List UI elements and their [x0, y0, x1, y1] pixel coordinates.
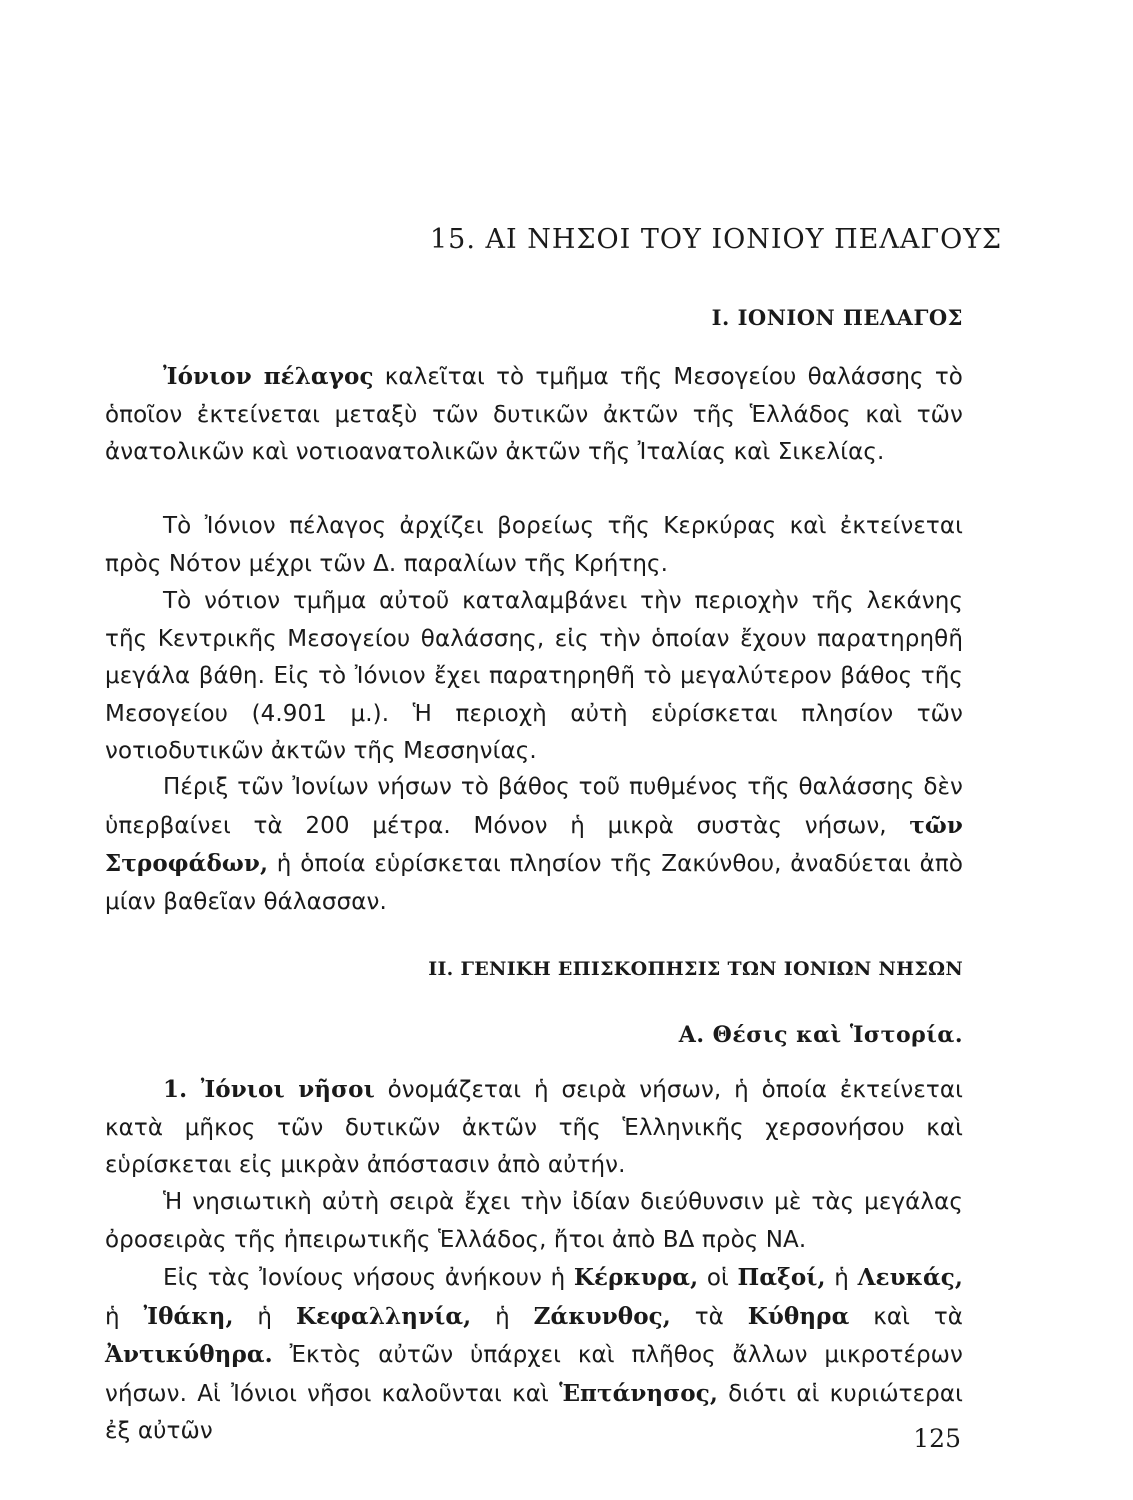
island-name: Παξοί, — [737, 1264, 826, 1291]
paragraph-text: Εἰς τὰς Ἰονίους νήσους ἀνήκουν ἡ — [163, 1265, 574, 1291]
bold-term: 1. Ἰόνιοι νῆσοι — [163, 1076, 375, 1103]
island-name: Ζάκυνθος, — [533, 1302, 671, 1330]
paragraph-ionian-islands — [105, 1071, 963, 1185]
subsection-heading-position-history: Α. Θέσις καὶ Ἱστορία. — [678, 1022, 963, 1048]
bold-term: Ἰόνιον πέλαγος — [163, 363, 374, 390]
section-heading-overview: ΙΙ. ΓΕΝΙΚΗ ΕΠΙΣΚΟΠΗΣΙΣ ΤΩΝ ΙΟΝΙΩΝ ΝΗΣΩΝ — [428, 958, 963, 980]
island-name: Κεφαλληνία, — [295, 1302, 472, 1330]
paragraph-text: καλεῖται τὸ τμῆμα τῆς Μεσογείου θαλάσσης τὸ ὁποῖον ἐκτείνεται μεταξὺ τῶν δυτικῶν ἀκτῶν τῆς Ἑλλάδος καὶ τῶν ἀνατολικῶν καὶ νοτιοανατολικῶν ἀκτῶν τῆς Ἰταλίας καὶ Σικελίας. — [105, 364, 963, 465]
paragraph-text: ὀνομάζεται ἡ σειρὰ νήσων, ἡ ὁποία ἐκτείνεται κατὰ μῆκος τῶν δυτικῶν ἀκτῶν τῆς Ἑλληνικῆς χερσονήσου καὶ εὑρίσκεται εἰς μικρὰν ἀπόστασιν ἀπὸ αὐτήν. — [105, 1077, 963, 1178]
paragraph-text: ἡ — [825, 1265, 858, 1291]
bold-term: τῶν Στροφάδων, — [105, 811, 963, 877]
island-name: Κέρκυρα, — [573, 1264, 699, 1291]
island-name: Κύθηρα — [747, 1302, 850, 1330]
paragraph-text: ἡ ὁποία εὑρίσκεται πλησίον τῆς Ζακύνθου, ἀναδύεται ἀπὸ μίαν βαθεῖαν θάλασσαν. — [105, 851, 963, 915]
paragraph-text: Πέριξ τῶν Ἰονίων νήσων τὸ βάθος τοῦ πυθμένος τῆς θαλάσσης δὲν ὑπερβαίνει τὰ 200 μέτρα. Μόνον ἡ μικρὰ συστὰς νήσων, — [105, 774, 963, 839]
bold-term: Ἑπτάνησος, — [559, 1379, 718, 1407]
paragraph-text: οἱ — [698, 1265, 738, 1291]
paragraph-text: ἡ — [471, 1303, 534, 1330]
paragraph-text: ἡ — [233, 1303, 296, 1330]
paragraph-text: διότι αἱ κυριώτεραι ἐξ αὐτῶν — [105, 1380, 964, 1444]
section-heading-ionian-sea: Ι. ΙΟΝΙΟΝ ΠΕΛΑΓΟΣ — [711, 305, 963, 330]
paragraph-extent: Τὸ Ἰόνιον πέλαγος ἀρχίζει βορείως τῆς Κερκύρας καὶ ἐκτείνεται πρὸς Νότον μέχρι τῶν Δ. παραλίων τῆς Κρήτης. — [105, 513, 963, 577]
paragraph-text: ἡ — [105, 1303, 144, 1330]
paragraph-definition — [105, 358, 963, 472]
paragraph-island-list — [105, 1259, 963, 1451]
paragraph-text: καὶ τὰ — [849, 1303, 964, 1330]
paragraph-direction: Ἡ νησιωτικὴ αὐτὴ σειρὰ ἔχει τὴν ἰδίαν διεύθυνσιν μὲ τὰς μεγάλας ὀροσειρὰς τῆς ἠπειρωτικῆς Ἑλλάδος, ἤτοι ἀπὸ ΒΔ πρὸς ΝΑ. — [105, 1189, 963, 1253]
paragraph-seabed — [105, 769, 963, 921]
paragraph-depth: Τὸ νότιον τμῆμα αὐτοῦ καταλαμβάνει τὴν περιοχὴν τῆς λεκάνης τῆς Κεντρικῆς Μεσογείου θαλάσσης, εἰς τὴν ὁποίαν ἔχουν παρατηρηθῆ μεγάλα βάθη. Εἰς τὸ Ἰόνιον ἔχει παρατηρηθῆ τὸ μεγαλύτερον βάθος τῆς Μεσογείου (4.901 μ.). Ἡ περιοχὴ αὐτὴ εὑρίσκεται πλησίον τῶν νοτιοδυτικῶν ἀκτῶν τῆς Μεσσηνίας. — [105, 588, 963, 764]
paragraph-text: Ἐκτὸς αὐτῶν ὑπάρχει καὶ πλῆθος ἄλλων μικροτέρων νήσων. Αἱ Ἰόνιοι νῆσοι καλοῦνται καὶ — [105, 1342, 963, 1407]
island-name: Ἰθάκη, — [143, 1302, 234, 1330]
island-name: Ἀντικύθηρα. — [105, 1341, 273, 1368]
page-number: 125 — [913, 1424, 961, 1453]
island-name: Λευκάς, — [857, 1264, 964, 1291]
chapter-title: 15. ΑΙ ΝΗΣΟΙ ΤΟΥ ΙΟΝΙΟΥ ΠΕΛΑΓΟΥΣ — [430, 224, 1003, 255]
paragraph-text: τὰ — [670, 1303, 748, 1330]
